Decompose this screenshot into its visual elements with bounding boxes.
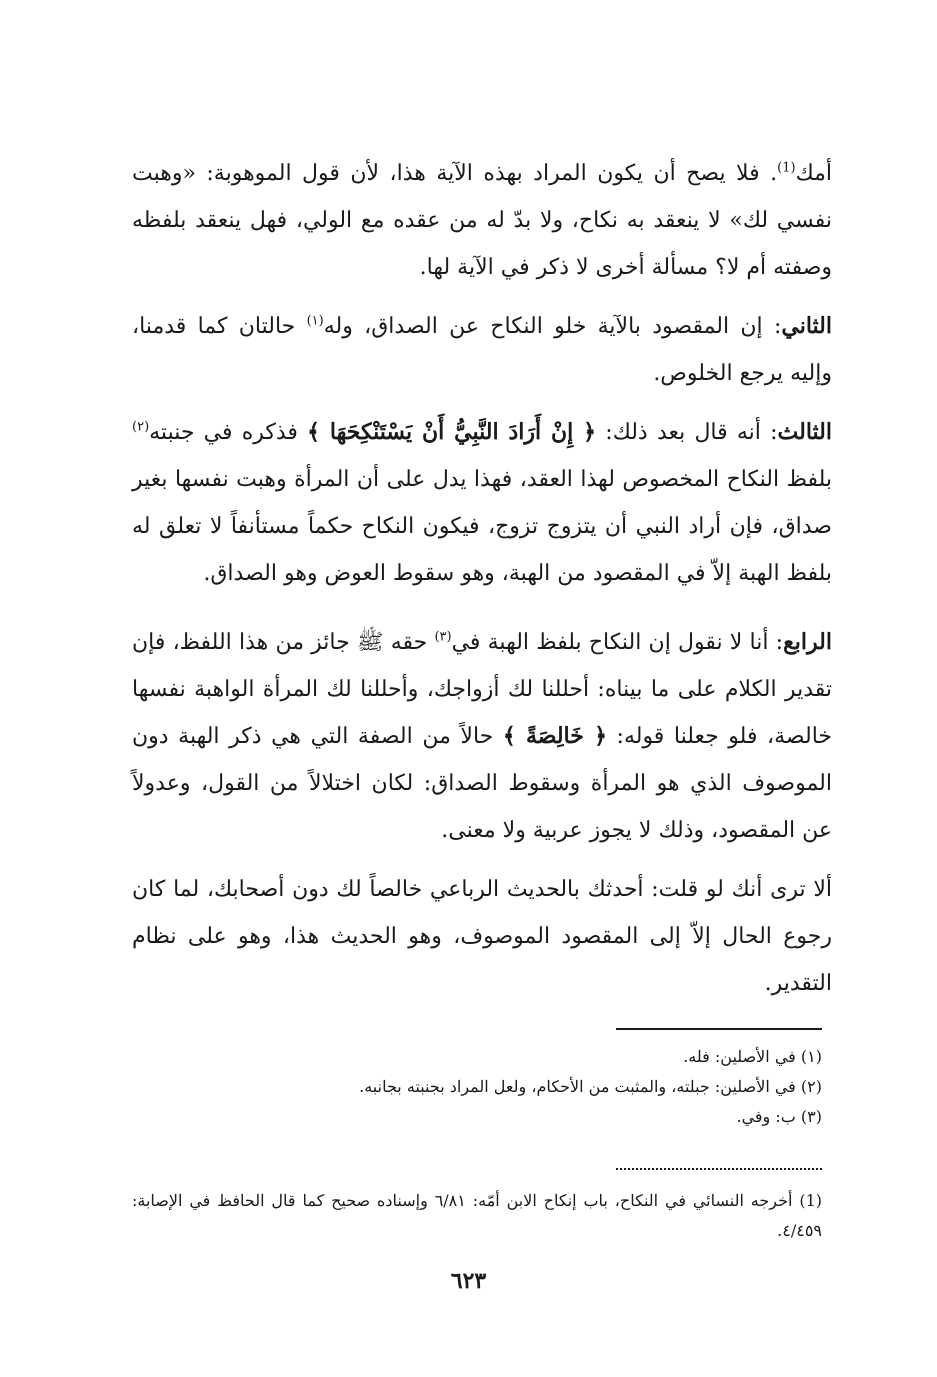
footnote: (١) في الأصلين: فله.	[683, 1047, 822, 1066]
text-run: فذكره في جنبته	[149, 420, 308, 445]
text-run: : أنا لا نقول إن النكاح بلفظ الهبة في	[451, 630, 784, 655]
text-run: حالتان كما قدمنا، وإليه يرجع الخلوص.	[132, 314, 832, 386]
text-run: ألا ترى أنك لو قلت: أحدثك بالحديث الرباعي خالصاً لك دون أصحابك، لما كان رجوع الحال إلاّ إلى المقصود الموصوف، وهو الحديث هذا، وهو على نظام التقدير.	[132, 877, 832, 996]
page-number: ٦٢٣	[450, 1268, 487, 1294]
section-label: الثالث	[777, 419, 832, 445]
text-run: حالاً من الصفة التي هي ذكر الهبة دون الموصوف الذي هو المرأة وسقوط الصداق: لكان اختلالاً من القول، وعدولاً عن المقصود، وذلك لا يجوز عربية ولا معنى.	[132, 724, 832, 843]
footnote: (٣) ب: وفي.	[736, 1107, 822, 1126]
paragraph-fourth	[132, 619, 832, 854]
section-label: الثاني	[781, 313, 832, 339]
footnote-ref: (١)	[306, 313, 324, 329]
main-text	[132, 150, 832, 1019]
footnotes	[132, 1042, 822, 1132]
quran-quote: ﴿ خَالِصَةً ﴾	[502, 723, 607, 749]
footnote-ref: (1)	[777, 160, 796, 176]
text-run: أمك	[795, 161, 832, 186]
paragraph-intro	[132, 150, 832, 291]
section-label: الرابع	[783, 629, 832, 655]
footnote: (٢) في الأصلين: جبلته، والمثبت من الأحكام، ولعل المراد بجنبته بجانبه.	[359, 1077, 822, 1096]
editor-note-divider	[616, 1168, 822, 1170]
footnote-divider	[616, 1028, 822, 1030]
text-run: بلفظ النكاح المخصوص لهذا العقد، فهذا يدل على أن المرأة وهبت نفسها بغير صداق، فإن أراد النبي أن يتزوج تزوج، فيكون النكاح حكماً مستأنفاً لا تعلق له بلفظ الهبة إلاّ في المقصود من الهبة، وهو سقوط العوض وهو الصداق.	[132, 467, 832, 586]
paragraph-fifth	[132, 866, 832, 1007]
text-run: حقه ﷺ جائز من هذا اللفظ، فإن تقدير الكلام على ما بيناه: أحللنا لك أزواجك، وأحللنا لك المرأة الواهبة نفسها خالصة، فلو جعلنا قوله:	[132, 630, 833, 749]
quran-quote: ﴿ إِنْ أَرَادَ النَّبِيُّ أَنْ يَسْتَنْكِحَهَا ﴾	[307, 419, 597, 445]
editor-note: (1) أخرجه النسائي في النكاح، باب إنكاح الابن أمّه: ٦/٨١ وإسناده صحيح كما قال الحافظ في الإصابة: ٤/٤٥٩.	[132, 1191, 822, 1240]
footnote-ref: (٢)	[132, 419, 150, 435]
text-run: . فلا يصح أن يكون المراد بهذه الآية هذا، لأن قول الموهوبة: «وهبت نفسي لك» لا ينعقد به نكاح، ولا بدّ له من عقده مع الولي، فهل ينعقد بلفظه وصفته أم لا؟ مسألة أخرى لا ذكر في الآية لها.	[132, 161, 832, 280]
text-run: : أنه قال بعد ذلك:	[596, 420, 778, 445]
paragraph-third	[132, 409, 832, 597]
footnote-ref: (٣)	[434, 629, 452, 645]
paragraph-second	[132, 303, 832, 397]
text-run: : إن المقصود بالآية خلو النكاح عن الصداق، وله	[323, 314, 782, 339]
